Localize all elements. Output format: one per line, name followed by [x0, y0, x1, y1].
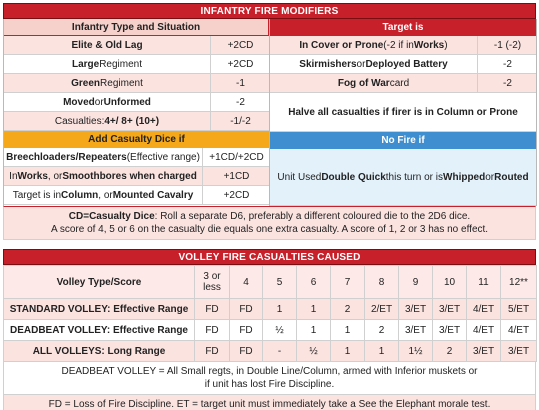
- deadbeat-note: DEADBEAT VOLLEY = All Small regts, in Double Line/Column, armed with Inferior muskets or if unit has lost Fire Discipline.: [3, 362, 536, 395]
- infantry-row: [4, 74, 269, 93]
- target-column: [270, 19, 537, 206]
- volley-cell: ½: [297, 341, 331, 362]
- volley-cell: 3/ET: [501, 341, 537, 362]
- score-header: 4: [230, 266, 263, 299]
- target-value: -2: [477, 74, 537, 92]
- volley-cell: 1: [331, 341, 365, 362]
- score-header: 5: [263, 266, 297, 299]
- volley-cell: FD: [195, 341, 230, 362]
- volley-row-label: DEADBEAT VOLLEY: Effective Range: [4, 320, 195, 341]
- volley-row: [4, 341, 537, 362]
- volley-cell: 1: [297, 299, 331, 320]
- volley-row: [4, 299, 537, 320]
- target-value: -2: [477, 55, 537, 73]
- infantry-row: [4, 93, 269, 112]
- score-header: 12**: [501, 266, 537, 299]
- volley-cell: 4/ET: [467, 320, 501, 341]
- score-header: 7: [331, 266, 365, 299]
- volley-cell: 1: [297, 320, 331, 341]
- volley-cell: 3/ET: [467, 341, 501, 362]
- target-label: Fog of War card: [337, 77, 410, 89]
- casualty-dice-note: CD=Casualty Dice: Roll a separate D6, preferably a different coloured die to the 2D6 dice. A score of 4, 5 or 6 on the casualty die equals one extra casualty. A score of 1, 2 or 3 has no effect.: [3, 206, 536, 240]
- fd-et-note: FD = Loss of Fire Discipline. ET = target unit must immediately take a See the Elephant morale test.: [3, 395, 536, 410]
- infantry-column: [4, 19, 270, 206]
- volley-cell: 5/ET: [501, 299, 537, 320]
- score-header: 3 or less: [195, 266, 230, 299]
- casualty-label: In Works , or Smoothbores when charged: [9, 170, 197, 182]
- casualty-value: +1CD: [202, 167, 270, 185]
- casualty-row: [4, 186, 269, 205]
- volley-cell: FD: [195, 320, 230, 341]
- score-header: 11: [467, 266, 501, 299]
- volley-cell: ½: [263, 320, 297, 341]
- volley-cell: 2/ET: [365, 299, 399, 320]
- casualty-label: Target is in Column , or Mounted Cavalry: [12, 189, 194, 201]
- casualty-row: [4, 148, 269, 167]
- infantry-label: Casualties: 4+/ 8+ (10+): [54, 115, 160, 127]
- modifiers-title: INFANTRY FIRE MODIFIERS: [3, 3, 536, 19]
- casualty-value: +1CD/+2CD: [202, 148, 270, 166]
- target-row: [270, 74, 536, 93]
- volley-row-label: STANDARD VOLLEY: Effective Range: [4, 299, 195, 320]
- volley-cell: 1: [263, 299, 297, 320]
- casualty-header: Add Casualty Dice if: [4, 131, 269, 148]
- target-header: Target is: [270, 19, 536, 36]
- reference-sheet: [3, 3, 536, 410]
- volley-cell: -: [263, 341, 297, 362]
- infantry-label: Elite & Old Lag: [71, 39, 143, 51]
- volley-header-row: [4, 266, 537, 299]
- volley-title: VOLLEY FIRE CASUALTIES CAUSED: [3, 249, 536, 265]
- infantry-row: [4, 112, 269, 131]
- infantry-value: -1: [210, 74, 270, 92]
- volley-cell: 1½: [399, 341, 433, 362]
- volley-cell: FD: [230, 320, 263, 341]
- volley-cell: 2: [365, 320, 399, 341]
- infantry-row: [4, 36, 269, 55]
- volley-cell: 3/ET: [433, 299, 467, 320]
- casualty-label: Breechloaders/Repeaters (Effective range): [6, 151, 200, 163]
- infantry-value: +2CD: [210, 55, 270, 73]
- target-value: -1 (-2): [477, 36, 537, 54]
- target-row: [270, 36, 536, 55]
- infantry-label: Moved or Unformed: [63, 96, 151, 108]
- infantry-value: +2CD: [210, 36, 270, 54]
- infantry-value: -2: [210, 93, 270, 111]
- volley-cell: 3/ET: [433, 320, 467, 341]
- target-label: In Cover or Prone (-2 if in Works ): [299, 39, 448, 51]
- volley-cell: FD: [230, 299, 263, 320]
- volley-cell: 2: [331, 299, 365, 320]
- casualty-value: +2CD: [202, 186, 270, 204]
- volley-type-header: Volley Type/Score: [4, 266, 195, 299]
- volley-table: [3, 265, 537, 362]
- modifiers-grid: [3, 19, 536, 206]
- infantry-header: Infantry Type and Situation: [4, 19, 269, 36]
- score-header: 9: [399, 266, 433, 299]
- target-row: [270, 55, 536, 74]
- volley-row-label: ALL VOLLEYS: Long Range: [4, 341, 195, 362]
- infantry-label: Green Regiment: [71, 77, 143, 89]
- nofire-header: No Fire if: [270, 132, 536, 149]
- infantry-label: Large Regiment: [71, 58, 143, 70]
- score-header: 6: [297, 266, 331, 299]
- volley-cell: 3/ET: [399, 299, 433, 320]
- score-header: 8: [365, 266, 399, 299]
- target-label: Skirmishers or Deployed Battery: [299, 58, 448, 70]
- volley-cell: 1: [331, 320, 365, 341]
- volley-cell: FD: [195, 299, 230, 320]
- volley-row: [4, 320, 537, 341]
- volley-cell: FD: [230, 341, 263, 362]
- infantry-row: [4, 55, 269, 74]
- nofire-text: Unit Used Double Quick this turn or is Whipped or Routed: [270, 149, 536, 206]
- casualty-row: [4, 167, 269, 186]
- infantry-value: -1/-2: [210, 112, 270, 130]
- volley-cell: 2: [433, 341, 467, 362]
- halve-casualties-text: Halve all casualties if firer is in Column or Prone: [270, 93, 536, 132]
- volley-cell: 3/ET: [399, 320, 433, 341]
- score-header: 10: [433, 266, 467, 299]
- volley-cell: 1: [365, 341, 399, 362]
- volley-cell: 4/ET: [467, 299, 501, 320]
- volley-cell: 4/ET: [501, 320, 537, 341]
